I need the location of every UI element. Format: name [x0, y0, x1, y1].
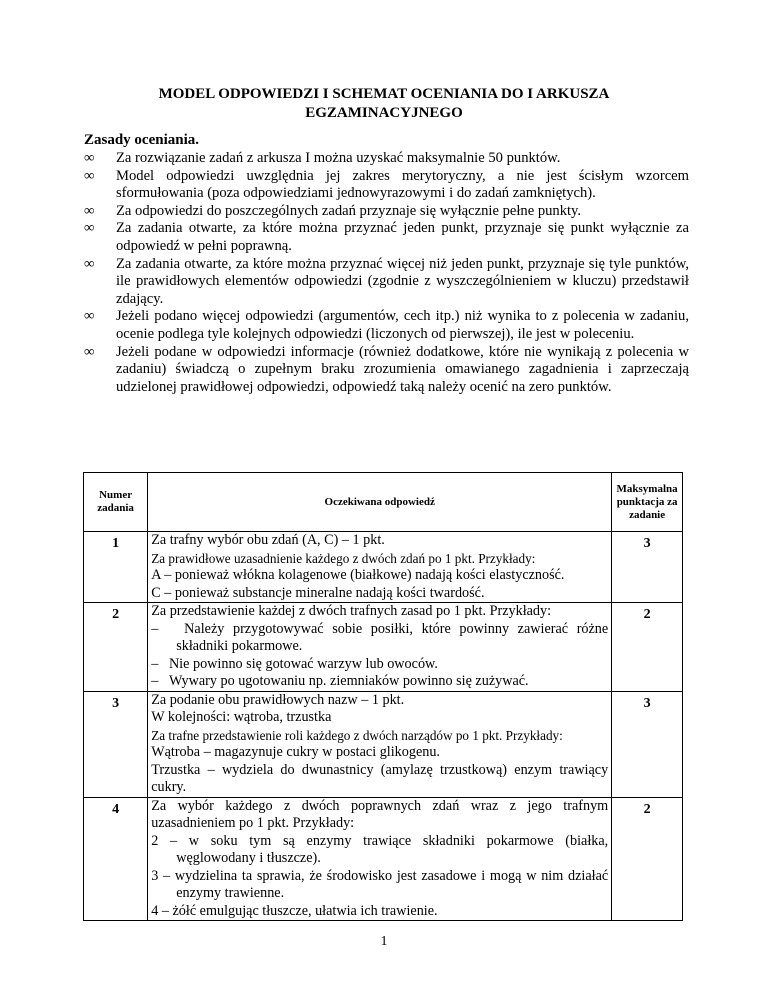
task-number: 2	[84, 603, 148, 692]
rule-item	[84, 256, 689, 309]
expected-answer	[148, 691, 612, 797]
infinity-bullet-icon: ∞	[84, 167, 95, 184]
answer-line: Za prawidłowe uzasadnienie każdego z dwóch zdań po 1 pkt. Przykłady:	[151, 550, 536, 566]
answer-line: Za trafne przedstawienie roli każdego z dwóch narządów po 1 pkt. Przykłady:	[151, 727, 563, 743]
rule-item	[84, 344, 689, 397]
answer-line: W kolejności: wątroba, trzustka	[151, 709, 332, 725]
answer-line: – Należy przygotowywać sobie posiłki, które powinny zawierać różne składniki pokarmowe.	[151, 620, 609, 654]
rule-text: Za rozwiązanie zadań z arkusza I można uzyskać maksymalnie 50 punktów.	[116, 150, 561, 166]
answer-line: A – ponieważ włókna kolagenowe (białkowe) nadają kości elastyczność.	[151, 567, 565, 583]
table-row	[84, 532, 683, 603]
rule-text: Za zadania otwarte, za które można przyznać jeden punkt, przyznaje się punkt wyłącznie za odpowiedź w pełni poprawną.	[116, 220, 689, 254]
rule-item	[84, 150, 689, 168]
rules-list	[84, 150, 689, 396]
document-title	[100, 85, 668, 123]
header-expected-answer: Oczekiwana odpowiedź	[148, 473, 612, 532]
infinity-bullet-icon: ∞	[84, 308, 95, 325]
rule-text: Jeżeli podane w odpowiedzi informacje (również dodatkowe, które nie wynikają z polecenia w zadaniu) świadczą o zupełnym braku zrozumienia omawianego zagadnienia i zaprzeczają udzielonej prawidłowej odpowiedzi, odpowiedź taką należy ocenić na zero punktów.	[116, 343, 689, 395]
page-number: 1	[380, 934, 388, 949]
task-number: 1	[84, 532, 148, 603]
max-points: 2	[612, 603, 683, 692]
task-number: 4	[84, 797, 148, 921]
answer-line: Za podanie obu prawidłowych nazw – 1 pkt.	[151, 691, 405, 708]
table-header-row	[84, 473, 683, 532]
header-task-number: Numer zadania	[84, 473, 148, 532]
max-points: 3	[612, 532, 683, 603]
rule-text: Model odpowiedzi uwzględnia jej zakres merytoryczny, a nie jest ścisłym wzorcem sformułowania (poza odpowiedziami jednowyrazowymi i do zadań zamkniętych).	[116, 167, 689, 202]
max-points: 3	[612, 691, 683, 797]
rule-item	[84, 203, 689, 221]
rules-heading: Zasady oceniania.	[84, 132, 200, 148]
answer-line: C – ponieważ substancje mineralne nadają kości twardość.	[151, 584, 485, 601]
answer-line: 4 – żółć emulgując tłuszcze, ułatwia ich trawienie.	[151, 902, 438, 919]
table-row	[84, 691, 683, 797]
table-row	[84, 797, 683, 921]
answer-line: Trzustka – wydziela do dwunastnicy (amylazę trzustkową) enzym trawiący cukry.	[151, 761, 609, 795]
rule-item	[84, 220, 689, 255]
infinity-bullet-icon: ∞	[84, 202, 95, 219]
rule-item	[84, 308, 689, 343]
answer-key-table	[83, 472, 683, 921]
infinity-bullet-icon: ∞	[84, 220, 95, 237]
answer-line: 2 – w soku tym są enzymy trawiące składniki pokarmowe (białka, węglowodany i tłuszcze).	[151, 832, 609, 866]
max-points: 2	[612, 797, 683, 921]
answer-line: Wątroba – magazynuje cukry w postaci glikogenu.	[151, 744, 440, 760]
answer-line: Za wybór każdego z dwóch poprawnych zdań wraz z jego trafnym uzasadnieniem po 1 pkt. Przykłady:	[151, 797, 609, 831]
rule-text: Jeżeli podano więcej odpowiedzi (argumentów, cech itp.) niż wynika to z polecenia w zadaniu, ocenie podlega tyle kolejnych odpowiedzi (liczonych od pierwszej), ile jest w poleceniu.	[116, 308, 689, 342]
rule-text: Za odpowiedzi do poszczególnych zadań przyznaje się wyłącznie pełne punkty.	[116, 202, 582, 219]
expected-answer	[148, 532, 612, 603]
title-line-2: EGZAMINACYJNEGO	[305, 105, 463, 121]
answer-line: 3 – wydzielina ta sprawia, że środowisko jest zasadowe i mogą w nim działać enzymy trawienne.	[151, 867, 609, 901]
answer-line: – Wywary po ugotowaniu np. ziemniaków powinno się zużywać.	[151, 673, 529, 689]
title-line-1: MODEL ODPOWIEDZI I SCHEMAT OCENIANIA DO I ARKUSZA	[158, 86, 610, 102]
expected-answer	[148, 797, 612, 921]
expected-answer	[148, 603, 612, 692]
infinity-bullet-icon: ∞	[84, 343, 95, 360]
task-number: 3	[84, 691, 148, 797]
table-row	[84, 603, 683, 692]
rule-item	[84, 168, 689, 203]
header-max-points: Maksymalna punktacja za zadanie	[612, 473, 683, 532]
rule-text: Za zadania otwarte, za które można przyznać więcej niż jeden punkt, przyznaje się tyle punktów, ile prawidłowych elementów odpowiedzi (zgodnie z wyszczególnieniem w kluczu) przedstawił zdający.	[116, 255, 689, 307]
infinity-bullet-icon: ∞	[84, 150, 95, 166]
infinity-bullet-icon: ∞	[84, 255, 95, 272]
answer-line: Za trafny wybór obu zdań (A, C) – 1 pkt.	[151, 532, 385, 548]
answer-line: – Nie powinno się gotować warzyw lub owoców.	[151, 655, 438, 672]
answer-line: Za przedstawienie każdej z dwóch trafnych zasad po 1 pkt. Przykłady:	[151, 603, 552, 619]
